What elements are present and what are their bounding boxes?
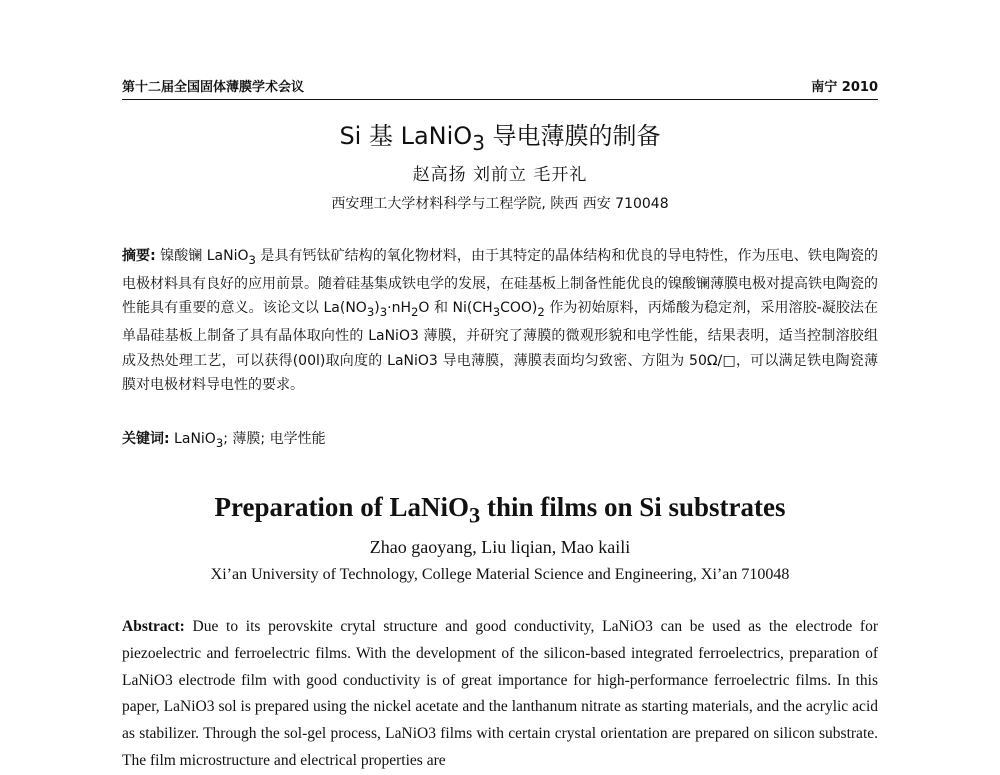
location-year: 南宁 2010 (811, 80, 878, 95)
chinese-keywords: 关键词: LaNiO$_3$; 薄膜; 电学性能 (122, 431, 326, 450)
conference-name: 第十二届全国固体薄膜学术会议 (122, 80, 305, 95)
chinese-affiliation: 西安理工大学材料科学与工程学院, 陕西 西安 710048 (331, 196, 669, 212)
english-abstract-label: Abstract: (122, 618, 185, 635)
chinese-authors: 赵高扬 刘前立 毛开礼 (412, 165, 588, 185)
english-affiliation: Xi’an University of Technology, College Material Science and Engineering, Xi’an 710048 (210, 566, 790, 583)
english-abstract: Abstract: Due to its perovskite crytal structure and good conductivity, LaNiO3 can be used as the electrode for piezoelectric and ferroelectric films. With the development of the silicon-based integrated ferroelectrics, preparation of LaNiO3 electrode film with good conductivity is of great importance for high-performance ferroelectric films. In this paper, LaNiO3 sol is prepared using the nickel acetate and the lanthanum nitrate as starting materials, and the acrylic acid as stabilizer. Through the sol-gel process, LaNiO3 films with certain crystal orientation are prepared on silicon substrate. The film microstructure and electrical properties are (122, 618, 878, 769)
header-rule (122, 99, 878, 100)
chinese-title: Si 基 LaNiO$_3$ 导电薄膜的制备 (339, 122, 661, 155)
english-authors: Zhao gaoyang, Liu liqian, Mao kaili (369, 537, 631, 557)
english-title: Preparation of LaNiO$_3$ thin films on Si substrates (214, 492, 786, 528)
running-header (122, 80, 878, 96)
chinese-abstract: 摘要: 镍酸镧 LaNiO$_3$ 是具有钙钛矿结构的氧化物材料，由于其特定的晶体结构和优良的导电特性，作为压电、铁电陶瓷的电极材料具有良好的应用前景。随着硅基集成铁电学的发展，在硅基板上制备性能优良的镍酸镧薄膜电极对提高铁电陶瓷的性能具有重要的意义。该论文以 $La(NO_3)_3\cdot nH_2O$ 和 $Ni(CH_3COO)_2$ 作为初始原料，丙烯酸为稳定剂，采用溶胶-凝胶法在单晶硅基板上制备了具有晶体取向性的 LaNiO3 薄膜，并研究了薄膜的微观形貌和电学性能，结果表明，适当控制溶胶组成及热处理工艺，可以获得(00l)取向度的 LaNiO3 导电薄膜，薄膜表面均匀致密、方阻为 50Ω/□，可以满足铁电陶瓷薄膜对电极材料导电性的要求。 (122, 248, 878, 394)
abstract-label: 摘要: (122, 248, 156, 264)
keywords-label: 关键词: (122, 431, 170, 447)
